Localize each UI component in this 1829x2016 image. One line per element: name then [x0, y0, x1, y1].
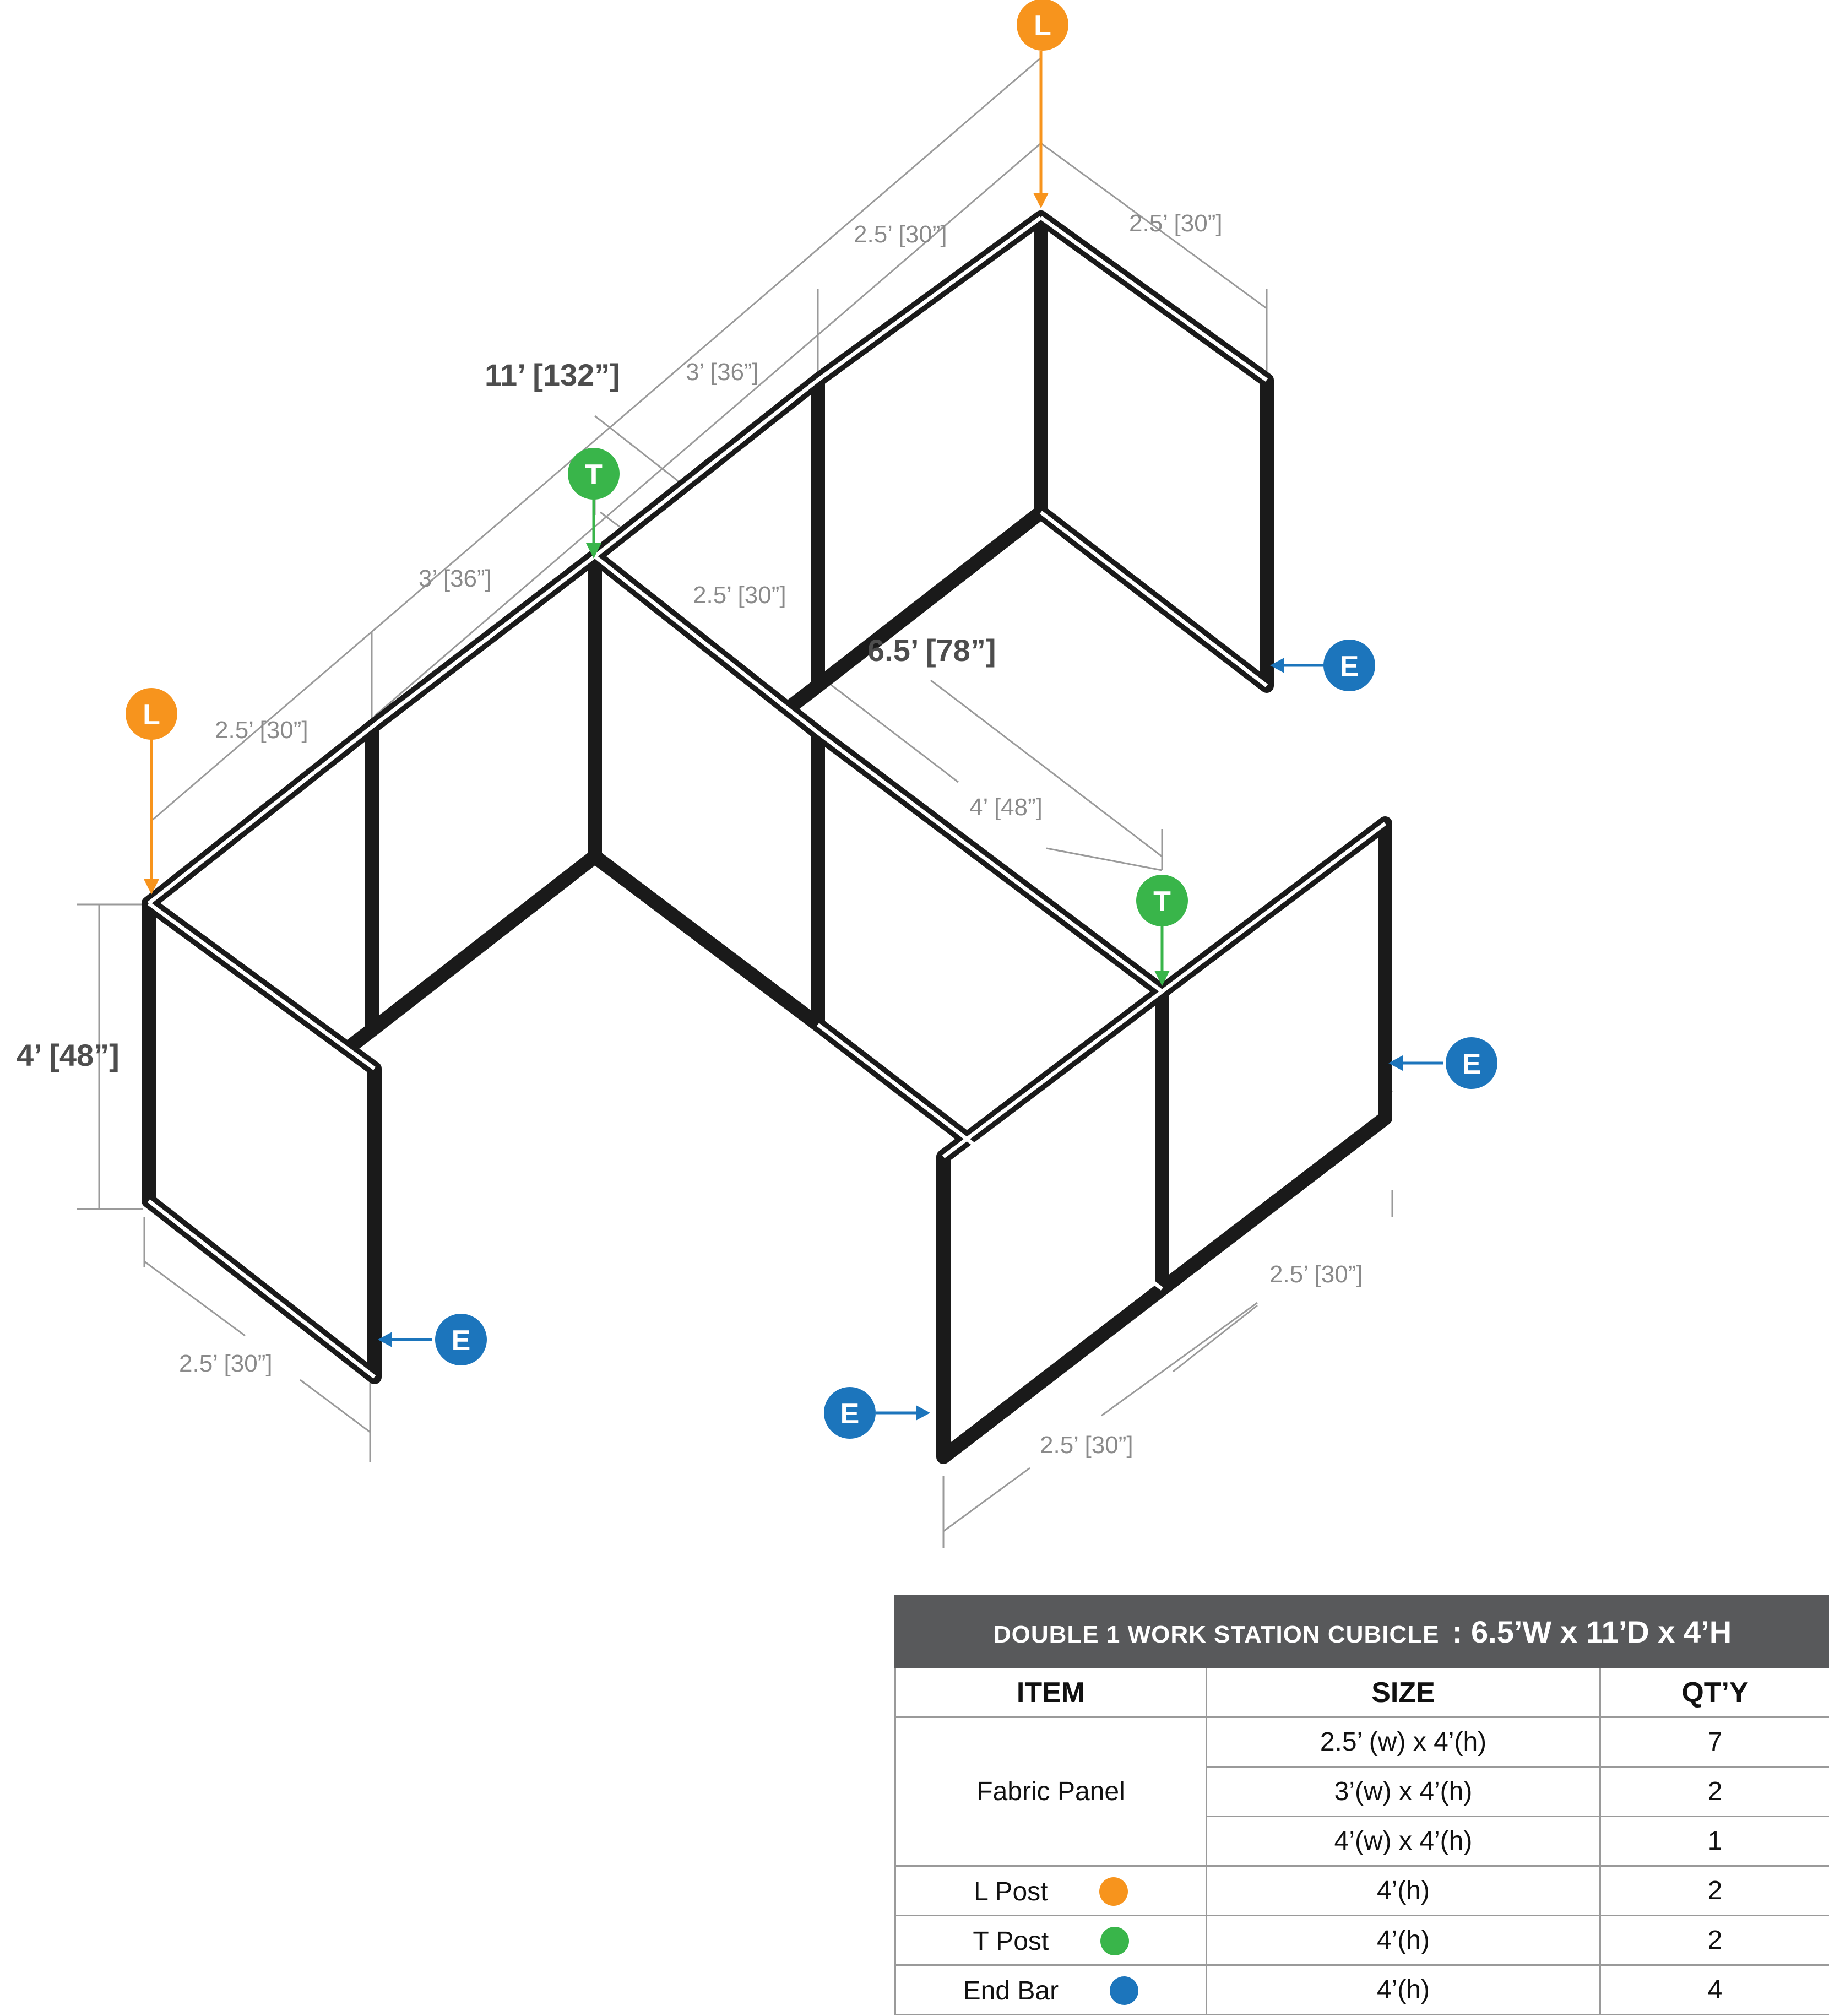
table-row: [895, 1965, 1829, 2015]
height-label: 4’ [48”]: [17, 1038, 120, 1072]
svg-text:L: L: [1034, 10, 1051, 42]
t-post-badge: [568, 448, 620, 500]
blue-dot-icon: [1110, 1976, 1138, 2005]
svg-text:E: E: [840, 1398, 860, 1430]
qty-cell: 2: [1600, 1866, 1829, 1916]
svg-text:E: E: [1462, 1048, 1481, 1080]
overall-width-label: 6.5’ [78”]: [867, 633, 996, 668]
size-cell: 4’(h): [1207, 1866, 1600, 1916]
svg-text:T: T: [585, 459, 603, 491]
dimension-label: 2.5’ [30”]: [1129, 210, 1223, 237]
size-cell: 4’(h): [1207, 1965, 1600, 2015]
size-cell: 3’(w) x 4’(h): [1207, 1767, 1600, 1817]
table-row: [895, 1916, 1829, 1965]
item-cell: [895, 1965, 1207, 2015]
dimension-label: 3’ [36”]: [686, 359, 759, 386]
column-header-item: ITEM: [895, 1668, 1207, 1717]
size-cell: 4’(h): [1207, 1916, 1600, 1965]
dimension-label: 4’ [48”]: [969, 794, 1043, 821]
size-cell: 2.5’ (w) x 4’(h): [1207, 1717, 1600, 1767]
qty-cell: 2: [1600, 1916, 1829, 1965]
fabric-panel: [818, 218, 1041, 686]
item-cell: [895, 1916, 1207, 1965]
column-header-qty: QT’Y: [1600, 1668, 1829, 1717]
overall-depth-label: 11’ [132”]: [485, 357, 620, 392]
green-dot-icon: [1100, 1927, 1129, 1955]
table-title-row: [895, 1596, 1829, 1668]
end-bar-badge: [824, 1387, 876, 1439]
t-post-badge: [1136, 875, 1188, 926]
spec-table: [894, 1595, 1829, 2015]
column-header-size: SIZE: [1207, 1668, 1600, 1717]
svg-text:E: E: [1339, 651, 1359, 682]
table-row: [895, 1866, 1829, 1916]
table-row: [895, 1717, 1829, 1767]
end-bar-badge: [1446, 1037, 1497, 1089]
dimension-label: 2.5’ [30”]: [854, 221, 947, 248]
fabric-panel: [372, 556, 595, 1030]
dimension-label: 3’ [36”]: [419, 565, 492, 592]
svg-text:L: L: [143, 699, 160, 731]
fabric-panel: [1041, 218, 1267, 686]
end-bar-badge: [435, 1314, 487, 1365]
dimension-label: 2.5’ [30”]: [215, 717, 308, 744]
dimension-label: 2.5’ [30”]: [1040, 1432, 1133, 1459]
qty-cell: 1: [1600, 1817, 1829, 1866]
svg-text:T: T: [1153, 886, 1171, 918]
qty-cell: 2: [1600, 1767, 1829, 1817]
svg-text:E: E: [451, 1325, 471, 1357]
dimension-label: 2.5’ [30”]: [1269, 1261, 1363, 1288]
qty-cell: 7: [1600, 1717, 1829, 1767]
panel-frames: [149, 218, 1385, 1457]
item-label: L Post: [974, 1877, 1048, 1906]
item-cell: [895, 1866, 1207, 1916]
end-bar-badge: [1323, 640, 1375, 691]
l-post-badge: [126, 688, 177, 740]
dimension-label: 2.5’ [30”]: [179, 1350, 273, 1377]
item-label: End Bar: [963, 1976, 1059, 2006]
table-header-row: [895, 1668, 1829, 1717]
item-cell: Fabric Panel: [895, 1717, 1207, 1866]
orange-dot-icon: [1099, 1877, 1128, 1906]
qty-cell: 4: [1600, 1965, 1829, 2015]
fabric-panel: [1162, 823, 1385, 1289]
l-post-badge: [1017, 0, 1068, 51]
dimension-label: 2.5’ [30”]: [693, 582, 786, 609]
size-cell: 4’(w) x 4’(h): [1207, 1817, 1600, 1866]
table-title: DOUBLE 1 WORK STATION CUBICLE : 6.5’W x 11’D x 4’H: [895, 1596, 1829, 1668]
item-label: T Post: [973, 1926, 1049, 1956]
